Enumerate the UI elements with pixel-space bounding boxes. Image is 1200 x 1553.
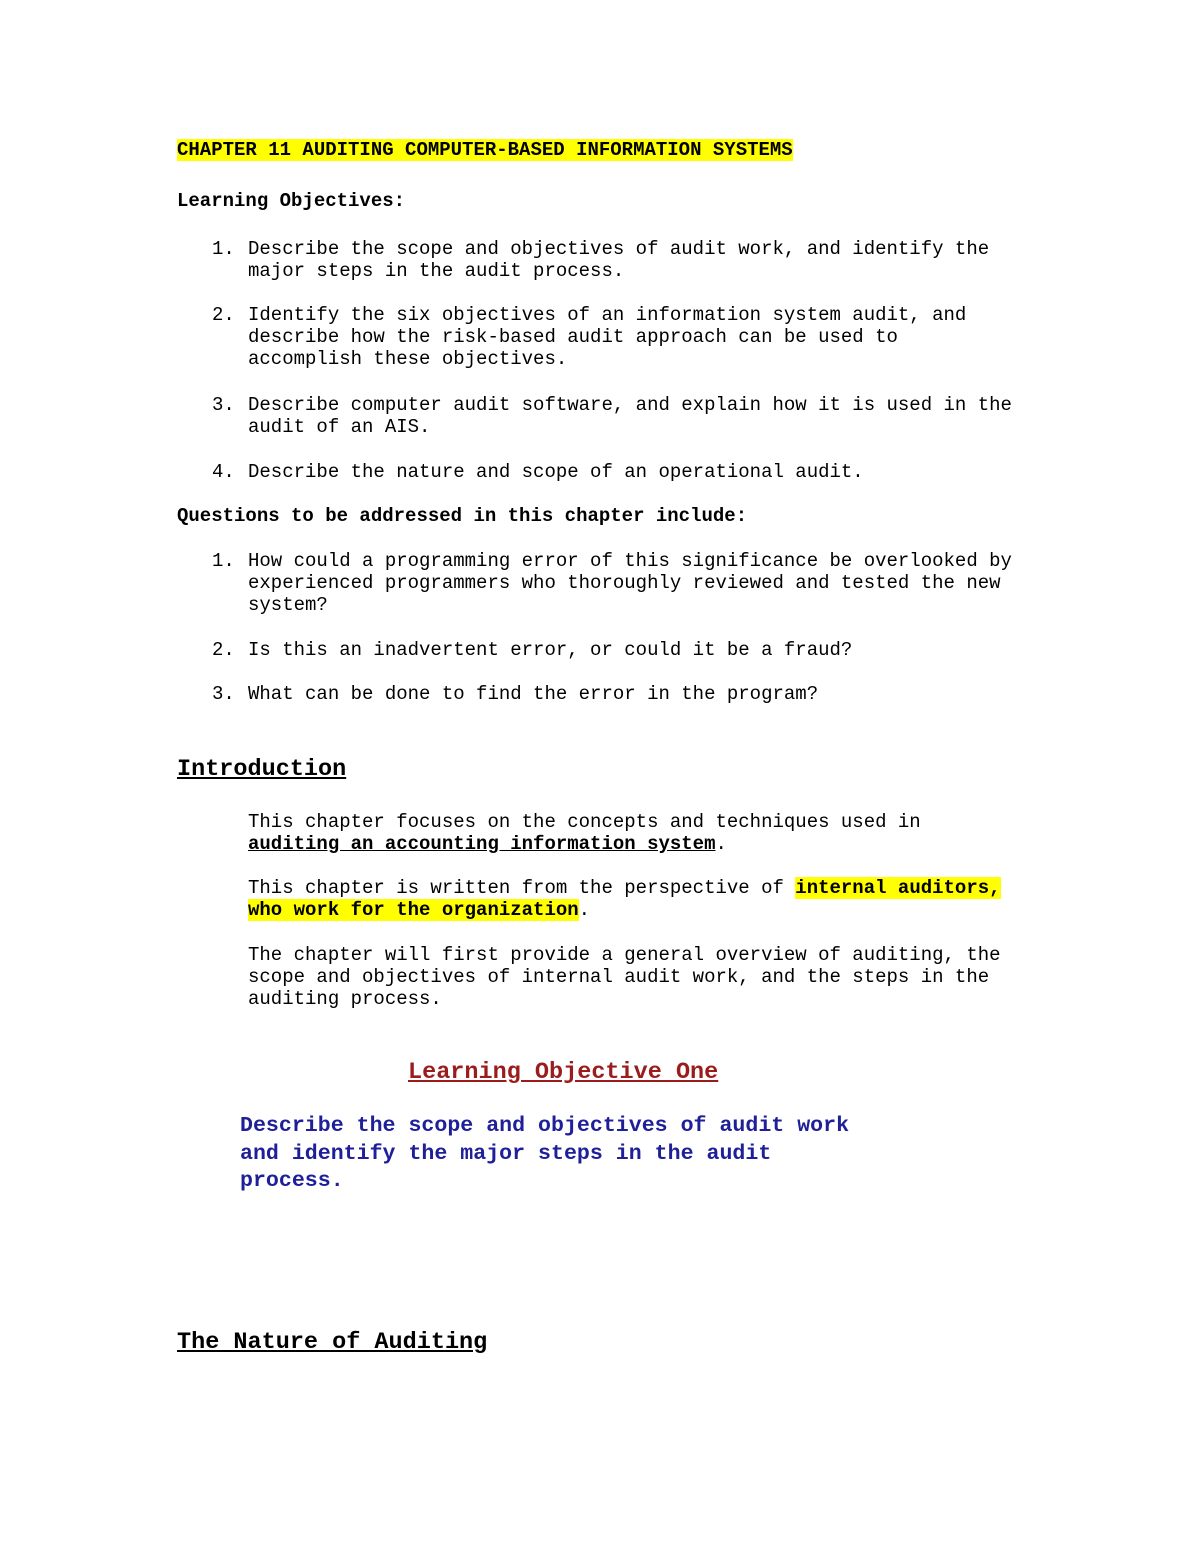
learning-objective-one-text: Describe the scope and objectives of audit work and identify the major steps in the audit process.: [240, 1114, 850, 1193]
list-number: 3.: [212, 394, 235, 416]
chapter-title: CHAPTER 11 AUDITING COMPUTER-BASED INFORMATION SYSTEMS: [177, 139, 793, 161]
intro-paragraph-1: This chapter focuses on the concepts and techniques used in auditing an accounting information system.: [248, 811, 921, 855]
list-number: 1.: [212, 238, 235, 260]
intro-paragraph-3: The chapter will first provide a general overview of auditing, the scope and objectives of internal audit work, and the steps in the auditing process.: [248, 944, 1001, 1010]
learning-objectives-heading: Learning Objectives:: [177, 190, 406, 212]
list-number: 4.: [212, 461, 235, 483]
list-item: Is this an inadvertent error, or could it be a fraud?: [248, 639, 853, 661]
list-item: Describe the nature and scope of an operational audit.: [248, 461, 864, 483]
list-number: 3.: [212, 683, 235, 705]
questions-heading: Questions to be addressed in this chapter include:: [177, 505, 748, 527]
list-item: Describe computer audit software, and explain how it is used in the audit of an AIS.: [248, 394, 1012, 438]
intro-paragraph-2: This chapter is written from the perspective of internal auditors, who work for the organization.: [248, 877, 1001, 921]
list-item: What can be done to find the error in the program?: [248, 683, 819, 705]
introduction-heading: Introduction: [177, 756, 347, 783]
list-number: 1.: [212, 550, 235, 572]
list-number: 2.: [212, 639, 235, 661]
list-number: 2.: [212, 304, 235, 326]
learning-objective-one-heading: Learning Objective One: [408, 1059, 719, 1086]
list-item: How could a programming error of this significance be overlooked by experienced programmers who thoroughly reviewed and tested the new system?: [248, 550, 1012, 616]
list-item: Identify the six objectives of an information system audit, and describe how the risk-based audit approach can be used to accomplish these objectives.: [248, 304, 967, 370]
list-item: Describe the scope and objectives of audit work, and identify the major steps in the audit process.: [248, 238, 990, 282]
nature-of-auditing-heading: The Nature of Auditing: [177, 1329, 488, 1356]
